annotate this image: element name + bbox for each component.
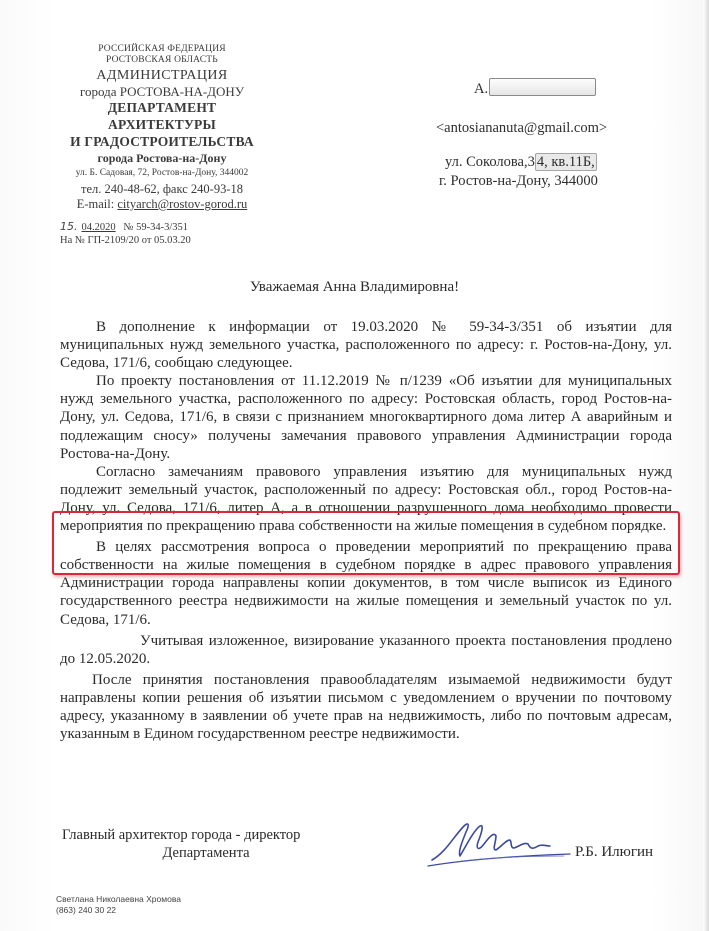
body-paragraph-2: По проекту постановления от 11.12.2019 № п/1239 «Об изъятии для муниципальных нужд земельного участка, расположенного по адресу: Ростовская область, город Ростов-на-Дону, ул. Седова, 171/6, в связи с признанием многоквартирного дома литер А аварийным и подлежащим сносу» получены замечания правового управления Администрации города Ростова-на-Дону. xyxy=(60,373,672,462)
recipient-initial: А. xyxy=(474,81,489,97)
signatory-position xyxy=(62,826,340,862)
letterhead-administration: АДМИНИСТРАЦИЯ xyxy=(96,68,228,83)
handwritten-signature xyxy=(424,816,574,870)
letterhead xyxy=(52,44,272,212)
executor-phone: (863) 240 30 22 xyxy=(56,905,117,915)
email-link[interactable]: cityarch@rostov-gorod.ru xyxy=(117,197,248,211)
executor-info xyxy=(56,894,181,916)
letterhead-department-city: города Ростова-на-Дону xyxy=(97,151,227,165)
recipient-street-prefix: ул. Соколова,3 xyxy=(445,154,535,170)
letter-body xyxy=(60,318,672,743)
recipient-city: г. Ростов-на-Дону, 344000 xyxy=(439,173,598,189)
page-edge-shadow xyxy=(703,0,709,931)
signatory-name: Р.Б. Илюгин xyxy=(575,844,654,860)
letterhead-phones: тел. 240-48-62, факс 240-93-18 xyxy=(81,182,243,196)
signatory-position-line2: Департамента xyxy=(162,845,250,861)
body-paragraph-4: В целях рассмотрения вопроса о проведении мероприятий по прекращению права собственности на жилые помещения в судебном порядке в адрес правового управления Администрации города направлены копии документов, в том числе выписок из Единого государственного реестра недвижимости на жилые помещения и земельный участок по ул. Седова, 171/6. xyxy=(60,539,672,628)
recipient-email: <antosiananuta@gmail.com> xyxy=(436,120,608,136)
body-paragraph-5: Учитывая изложенное, визирование указанного проекта постановления продлено до 12.05.2020. xyxy=(60,632,672,667)
letterhead-address: ул. Б. Садовая, 72, Ростов-на-Дону, 344002 xyxy=(75,168,249,178)
recipient-street-masked: 4, кв.11Б, xyxy=(536,154,595,170)
letterhead-country: РОССИЙСКАЯ ФЕДЕРАЦИЯ xyxy=(98,44,226,54)
outgoing-day-handwritten: 15. xyxy=(60,220,78,233)
outgoing-reg-number: № 59-34-3/351 xyxy=(123,222,189,233)
executor-name: Светлана Николаевна Хромова xyxy=(56,894,181,904)
recipient-street xyxy=(445,154,597,171)
letterhead-email xyxy=(52,197,272,212)
letterhead-department-line3: И ГРАДОСТРОИТЕЛЬСТВА xyxy=(70,134,254,149)
signatory-position-line1: Главный архитектор города - директор xyxy=(62,827,301,843)
redaction-box xyxy=(489,78,596,96)
outgoing-date: 04.2020 xyxy=(81,222,116,233)
body-paragraph-1: В дополнение к информации от 19.03.2020 № 59-34-3/351 об изъятии для муниципальных нужд земельного участка, расположенного по адресу: г. Ростов-на-Дону, ул. Седова, 171/6, сообщаю следующее. xyxy=(60,319,672,372)
reference-number: На № ГП-2109/20 от 05.03.20 xyxy=(60,235,191,246)
letterhead-city: города РОСТОВА-НА-ДОНУ xyxy=(79,84,245,99)
body-paragraph-6: После принятия постановления правообладателям изымаемой недвижимости будут направлены копии решения об изъятии письмом с уведомлением о вручении по почтовому адресу, указанному в заявлении об учете прав на недвижимость, либо по почтовым адресам, указанным в Едином государственном реестре недвижимости. xyxy=(60,671,672,743)
letterhead-department-line1: ДЕПАРТАМЕНТ xyxy=(107,100,217,115)
salutation: Уважаемая Анна Владимировна! xyxy=(249,279,460,295)
recipient-name xyxy=(474,78,596,98)
letterhead-department-line2: АРХИТЕКТУРЫ xyxy=(108,117,216,132)
body-paragraph-3: Согласно замечаниям правового управления изъятию для муниципальных нужд подлежит земельный участок, расположенный по адресу: Ростовская обл., город Ростов-на-Дону, ул. Седова, 171/6, литер А, а в отношении разрушенного дома необходимо провести мероприятия по прекращению права собственности на жилые помещения в судебном порядке. xyxy=(60,463,672,535)
letterhead-region: РОСТОВСКАЯ ОБЛАСТЬ xyxy=(106,55,218,65)
email-label: E-mail: xyxy=(76,197,118,211)
outgoing-number xyxy=(60,221,188,234)
